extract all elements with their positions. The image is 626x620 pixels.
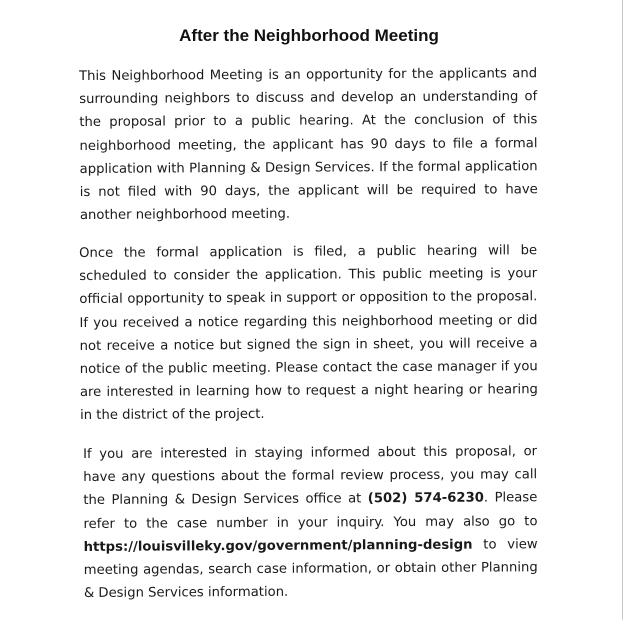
planning-design-url: https://louisvilleky.gov/government/planning-design <box>83 537 473 555</box>
page-title: After the Neighborhood Meeting <box>179 26 439 45</box>
paragraph-public-hearing: Once the formal application is filed, a public hearing will be scheduled to consider the application. This public meeting is your official opportunity to speak in support or opposition to the proposal. If you received a notice regarding this neighborhood meeting or did not receive a notice but signed the sign in sheet, you will receive a notice of the public meeting. Please contact the case manager if you are interested in learning how to request a night hearing or hearing in the district of the project. <box>79 243 538 424</box>
paragraph-stay-informed <box>83 440 538 605</box>
paragraph-meeting-purpose: This Neighborhood Meeting is an opportunity for the applicants and surrounding neighbors to discuss and develop an understanding of the proposal prior to a public hearing. At the conclusion of this neighborhood meeting, the applicant has 90 days to file a formal application with Planning & Design Services. If the formal application is not filed with 90 days, the applicant will be required to have another neighborhood meeting. <box>79 66 538 224</box>
page-edge-line <box>622 0 623 620</box>
text-after-url: to view meeting agendas, search case information, or obtain other Planning & Design Services information. <box>83 537 538 602</box>
phone-number: (502) 574-6230 <box>367 490 484 507</box>
text-before-phone: If you are interested in staying informed about this proposal, or have any questions about the formal review process, you may call the Planning & Design Services office at <box>83 444 538 509</box>
text-after-phone: . Please refer to the case number in your inquiry. You may also go to <box>83 490 538 532</box>
